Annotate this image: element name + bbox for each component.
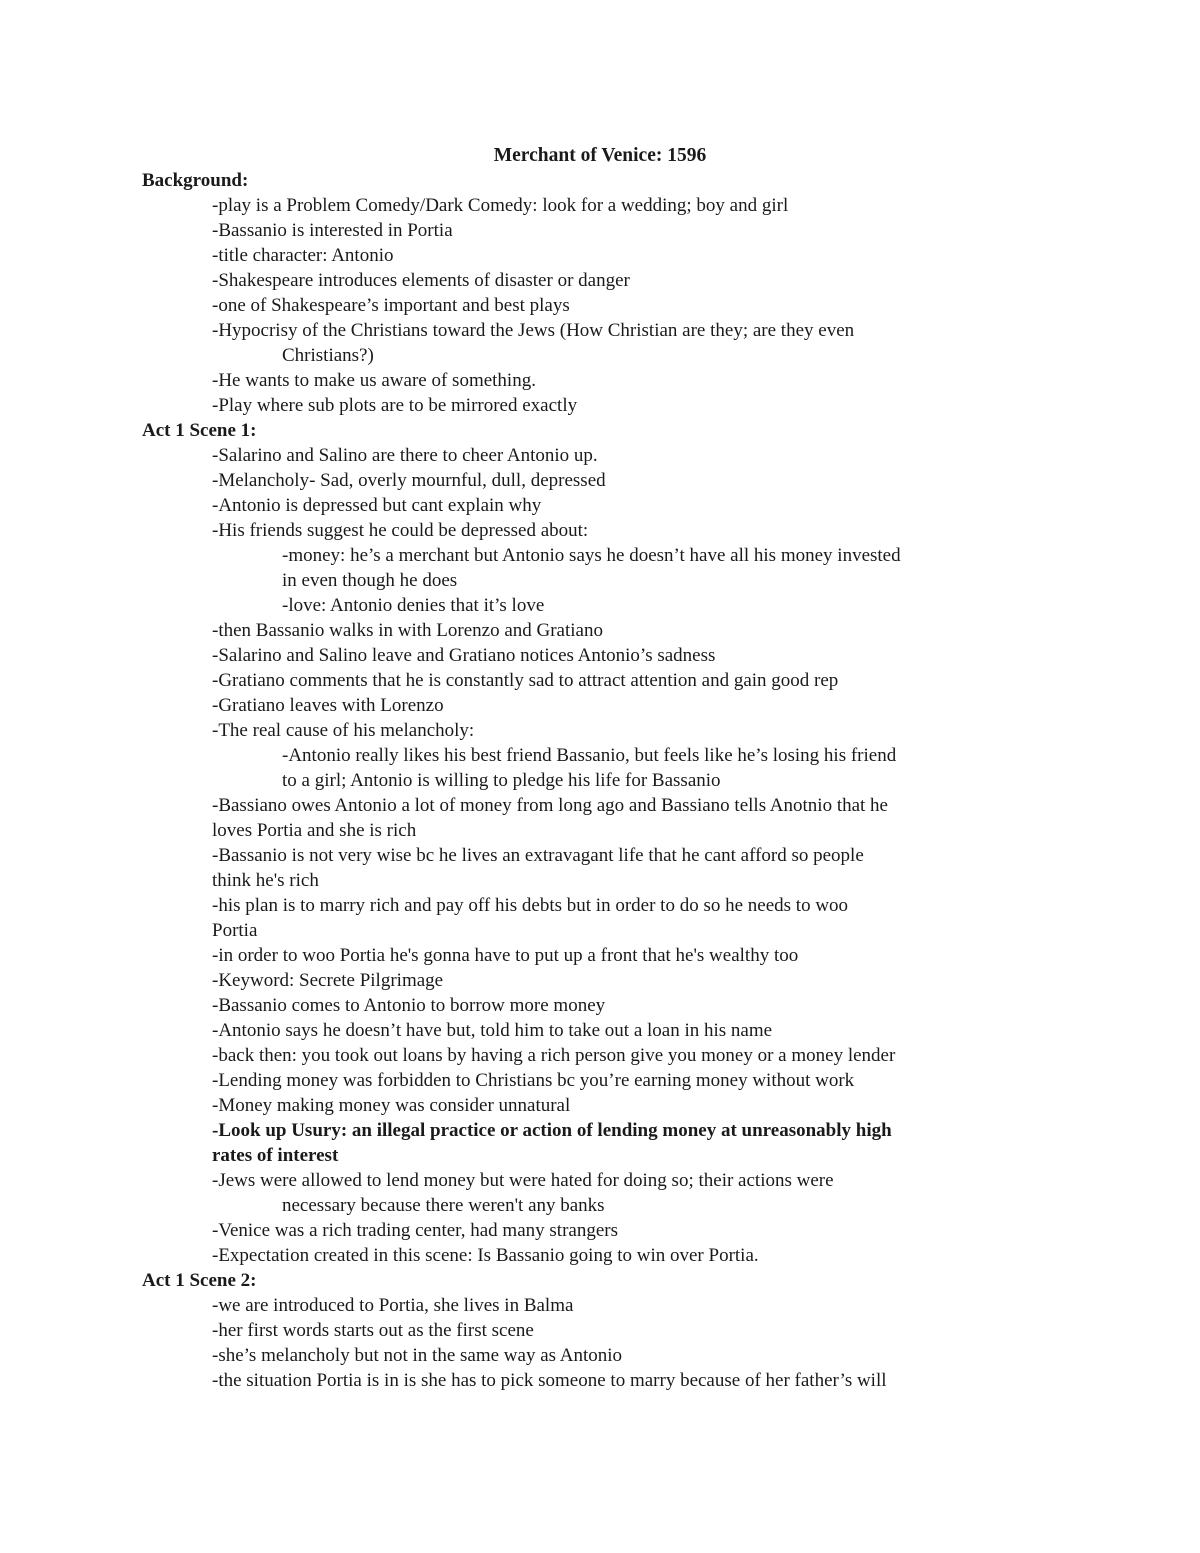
section-heading-act1-scene1: Act 1 Scene 1:	[142, 420, 257, 441]
note-line: -Money making money was consider unnatural	[212, 1095, 571, 1116]
note-line: -Bassanio is not very wise bc he lives an extravagant life that he cant afford so people	[212, 845, 864, 866]
note-subline: in even though he does	[282, 570, 458, 591]
note-line: -Jews were allowed to lend money but were hated for doing so; their actions were	[212, 1170, 834, 1191]
note-line: -Bassanio is interested in Portia	[212, 220, 453, 241]
note-line: -her first words starts out as the first scene	[212, 1320, 534, 1341]
note-subline: -love: Antonio denies that it’s love	[282, 595, 545, 616]
note-line: -Expectation created in this scene: Is Bassanio going to win over Portia.	[212, 1245, 759, 1266]
note-line-bold: rates of interest	[212, 1145, 339, 1166]
note-line: loves Portia and she is rich	[212, 820, 417, 841]
note-line: -Antonio is depressed but cant explain why	[212, 495, 542, 516]
note-line: -Gratiano leaves with Lorenzo	[212, 695, 444, 716]
document-body	[0, 168, 1200, 1393]
note-line-bold: -Look up Usury: an illegal practice or action of lending money at unreasonably high	[212, 1120, 892, 1141]
note-line: -back then: you took out loans by having a rich person give you money or a money lender	[212, 1045, 896, 1066]
note-line: -Antonio says he doesn’t have but, told him to take out a loan in his name	[212, 1020, 773, 1041]
note-line: -his plan is to marry rich and pay off his debts but in order to do so he needs to woo	[212, 895, 849, 916]
note-line: -His friends suggest he could be depressed about:	[212, 520, 589, 541]
note-line: -Venice was a rich trading center, had many strangers	[212, 1220, 618, 1241]
note-subline: -money: he’s a merchant but Antonio says he doesn’t have all his money invested	[282, 545, 901, 566]
note-line-continuation: Christians?)	[282, 345, 374, 366]
note-line: -Bassanio comes to Antonio to borrow more money	[212, 995, 606, 1016]
note-line: -Melancholy- Sad, overly mournful, dull, depressed	[212, 470, 606, 491]
note-line: -The real cause of his melancholy:	[212, 720, 475, 741]
note-line: -Salarino and Salino are there to cheer Antonio up.	[212, 445, 598, 466]
note-line: -the situation Portia is in is she has to pick someone to marry because of her father’s will	[212, 1370, 887, 1391]
note-line: -Play where sub plots are to be mirrored exactly	[212, 395, 578, 416]
section-heading-background: Background:	[142, 170, 249, 191]
note-line: Portia	[212, 920, 258, 941]
note-line: -we are introduced to Portia, she lives in Balma	[212, 1295, 574, 1316]
section-heading-act1-scene2: Act 1 Scene 2:	[142, 1270, 257, 1291]
note-line: -she’s melancholy but not in the same way as Antonio	[212, 1345, 623, 1366]
note-line: -Salarino and Salino leave and Gratiano notices Antonio’s sadness	[212, 645, 716, 666]
note-line: -in order to woo Portia he's gonna have to put up a front that he's wealthy too	[212, 945, 799, 966]
note-line: -Bassiano owes Antonio a lot of money from long ago and Bassiano tells Anotnio that he	[212, 795, 888, 816]
note-line: -Lending money was forbidden to Christians bc you’re earning money without work	[212, 1070, 855, 1091]
note-line: -title character: Antonio	[212, 245, 394, 266]
note-line: -Hypocrisy of the Christians toward the Jews (How Christian are they; are they even	[212, 320, 855, 341]
document-title: Merchant of Venice: 1596	[493, 145, 707, 166]
note-line: -He wants to make us aware of something.	[212, 370, 536, 391]
note-line: think he's rich	[212, 870, 319, 891]
note-line: -Keyword: Secrete Pilgrimage	[212, 970, 444, 991]
note-line: -one of Shakespeare’s important and best plays	[212, 295, 570, 316]
note-line-continuation: necessary because there weren't any banks	[282, 1195, 605, 1216]
note-line: -Gratiano comments that he is constantly sad to attract attention and gain good rep	[212, 670, 839, 691]
note-subline: to a girl; Antonio is willing to pledge his life for Bassanio	[282, 770, 721, 791]
note-line: -play is a Problem Comedy/Dark Comedy: look for a wedding; boy and girl	[212, 195, 789, 216]
note-subline: -Antonio really likes his best friend Bassanio, but feels like he’s losing his friend	[282, 745, 897, 766]
note-line: -Shakespeare introduces elements of disaster or danger	[212, 270, 630, 291]
note-line: -then Bassanio walks in with Lorenzo and Gratiano	[212, 620, 603, 641]
